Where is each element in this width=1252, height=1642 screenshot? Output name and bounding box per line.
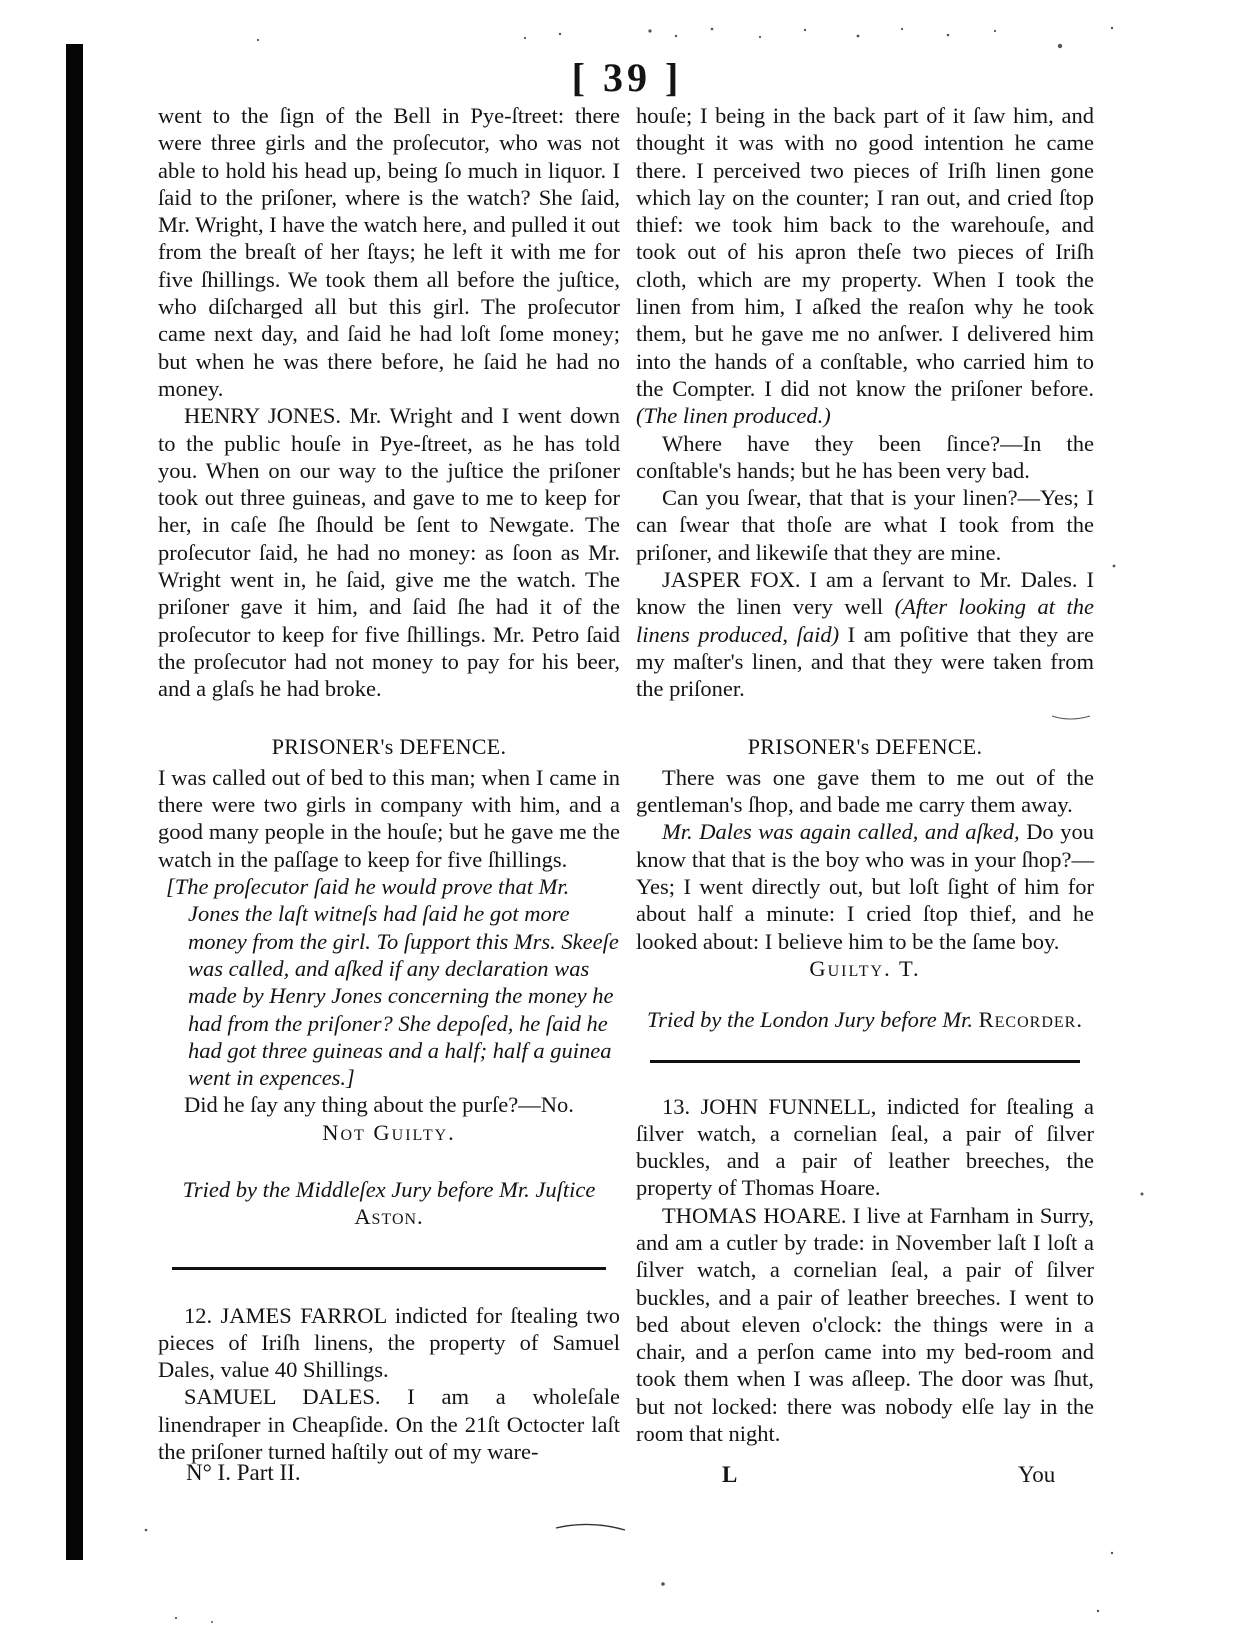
paragraph-prisoner-defence-2: There was one gave them to me out of the gentleman's ſhop, and bade me carry them away. [636,764,1094,818]
jasper-fox-italic: (After looking at the linens produced, ſaid) [636,594,1094,647]
case-12-heading: 12. JAMES FARROL indicted for ſtealing two pieces of Iriſh linens, the property of Samuel Dales, value 40 Shillings. [158,1302,620,1383]
dales-recalled-text: Do you know that that is the boy who was in your ſhop?—Yes; I went directly out, but loſt ſight of him for about half a minute: I cried ſtop thief, and he looked about: I believe him to be the ſame boy. [636,819,1095,954]
verdict: Not Guilty. [322,1119,456,1145]
section-heading-defence: PRISONER's DEFENCE. [271,733,507,759]
bracketed-note: [The proſecutor ſaid he would prove that Mr. Jones the laſt witneſs had ſaid he got more money from the girl. To ſupport this Mrs. Skeeſe was called, and aſked if any declaration was made by Henry Jones concerning the money he had from the priſoner? She depoſed, he ſaid he had got three guineas and a half; half a guinea went in expences.] [166,874,619,1091]
gathering-signature: L [722,1462,738,1487]
trial-note [158,1176,620,1231]
witness-name: JASPER FOX. [662,567,801,593]
paragraph-dales-continued [636,102,1094,430]
paragraph-thomas-hoare: THOMAS HOARE. I live at Farnham in Surry, and am a cutler by trade: in November laſt I loſt a ſilver watch, a cornelian ſeal, a pair of ſilver buckles, and a pair of leather breeches. I went to bed about eleven o'clock: the things were in a chair, and a perſon came into my bed-room and took them when I was aſleep. The door was ſhut, but not locked: there was nobody elſe lay in the room that night. [636,1202,1094,1447]
trial-judge-2: Recorder. [978,1007,1083,1033]
jasper-fox-text-a: I am a ſervant to Mr. Dales. I know the linen very well [636,567,1094,620]
catchword: You [1018,1462,1056,1487]
trial-note-text: Tried by the Middleſex Jury before Mr. Juſtice [182,1176,596,1202]
paragraph-samuel-dales: SAMUEL DALES. I am a wholeſale linendraper in Cheapſide. On the 21ſt Octocter laſt the priſoner turned haſtily out of my ware- [158,1384,620,1465]
section-heading-defence-2: PRISONER's DEFENCE. [747,733,983,759]
linen-produced-note: (The linen produced.) [636,403,831,429]
trial-note-2 [636,1006,1094,1033]
paragraph-dales-text: houſe; I being in the back part of it ſaw him, and thought it was with no good intention he came there. I perceived two pieces of Iriſh linen gone which lay on the counter; I ran out, and cried ſtop thief: we took him back to the warehouſe, and took out of his apron theſe two pieces of Iriſh cloth, which are my property. When I took the linen from him, I aſked the reaſon why he took them, but he gave me no anſwer. I delivered him into the hands of a conſtable, who carried him to the Compter. I did not know the priſoner before. [636,103,1094,401]
case-13-heading: 13. JOHN FUNNELL, indicted for ſtealing a ſilver watch, a cornelian ſeal, a pair of ſilver buckles, and a pair of leather breeches, the property of Thomas Hoare. [636,1093,1094,1201]
paragraph-dales-recalled [636,818,1094,954]
dales-recalled-italic: Mr. Dales was again called, and aſked, [662,819,1020,845]
trial-note-text-2: Tried by the London Jury before Mr. [647,1007,974,1033]
paragraph-purse-question: Did he ſay any thing about the purſe?—No. [184,1092,574,1118]
paragraph-prisoner-defence: I was called out of bed to this man; when I came in there were two girls in company with him, and a good many people in the houſe; but he gave me the watch in the paſſage to keep for five ſhillings. [158,764,620,872]
paragraph-henry-jones: HENRY JONES. Mr. Wright and I went down to the public houſe in Pye-ſtreet, as he has told you. When on our way to the juſtice the priſoner took out three guineas, and gave to me to keep for her, in caſe ſhe ſhould be ſent to Newgate. The proſecutor ſaid, he had no money: as ſoon as Mr. Wright went in, he ſaid, give me the watch. The priſoner gave it him, and ſaid ſhe had it of the proſecutor to keep for five ſhillings. Mr. Petro ſaid the proſecutor had not money to pay for his beer, and a glaſs he had broke. [158,403,620,702]
left-column [158,102,620,1465]
trial-judge: Aston. [354,1204,424,1230]
paragraph-jasper-fox [636,566,1094,702]
verdict-2: Guilty. T. [809,955,921,981]
paragraph-where-since: Where have they been ſince?—In the conſtable's hands; but he has been very bad. [636,430,1094,483]
paragraph-can-you-swear: Can you ſwear, that that is your linen?—Yes; I can ſwear that thoſe are what I took from the priſoner, and likewiſe that they are mine. [636,485,1094,565]
jasper-fox-text-b: I am poſitive that they are my maſter's linen, and that they were taken from the priſoner. [636,621,1095,702]
page-number: [ 39 ] [571,55,683,100]
signature-mark: N° I. Part II. [186,1460,301,1485]
paragraph-testimony-wright: went to the ſign of the Bell in Pye-ſtreet: there were three girls and the proſecutor, who was not able to hold his head up, being ſo much in liquor. I ſaid to the priſoner, where is the watch? She ſaid, Mr. Wright, I have the watch here, and pulled it out from the breaſt of her ſtays; he left it with me for five ſhillings. We took them all before the juſtice, who diſcharged all but this girl. The proſecutor came next day, and ſaid he had loſt ſome money; but when he was there before, he ſaid he had no money. [158,103,620,401]
right-column [636,102,1094,1447]
